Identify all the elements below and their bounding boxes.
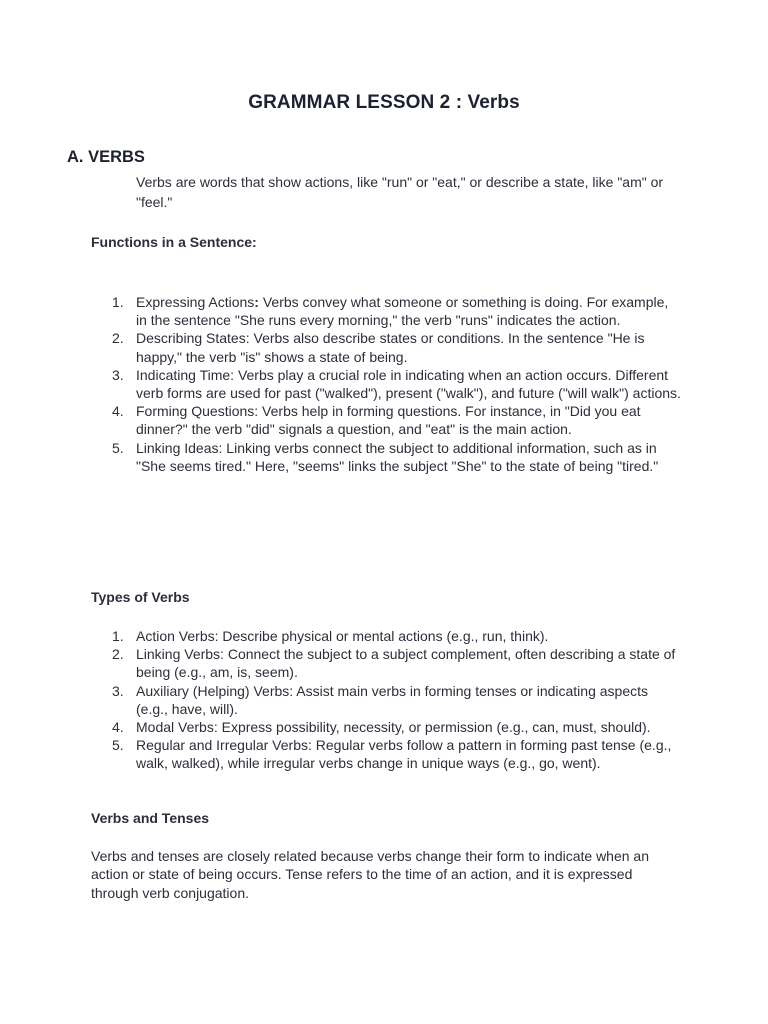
list-item xyxy=(112,329,681,365)
list-item-separator: : xyxy=(245,330,250,347)
list-item-label: Indicating Time xyxy=(136,366,231,383)
list-item xyxy=(112,718,681,736)
list-item xyxy=(112,736,681,772)
verbs-definition: Verbs are words that show actions, like "run" or "eat," or describe a state, like "am" or "feel." xyxy=(136,174,664,210)
list-number: 4. xyxy=(112,719,124,736)
list-item-separator: : xyxy=(254,403,259,420)
list-item xyxy=(112,682,681,718)
list-item-text: Regular and Irregular Verbs: Regular verbs follow a pattern in forming past tense (e.g., walk, walked), while irregular verbs change in unique ways (e.g., go, went). xyxy=(136,737,672,772)
functions-list xyxy=(112,293,681,475)
list-number: 2. xyxy=(112,330,124,347)
list-item-label: Expressing Actions xyxy=(136,294,255,310)
tenses-paragraph: Verbs and tenses are closely related because verbs change their form to indicate when an action or state of being occurs. Tense refers to the time of an action, and it is expressed through verb conjugation. xyxy=(91,848,649,901)
list-number: 1. xyxy=(112,628,124,644)
list-number: 4. xyxy=(112,403,124,420)
list-item-text: Verbs also describe states or conditions. In the sentence "He is happy," the verb "is" shows a state of being. xyxy=(136,330,645,365)
list-item xyxy=(112,402,681,438)
list-item xyxy=(112,366,681,402)
list-number: 5. xyxy=(112,439,124,456)
list-item xyxy=(112,645,681,681)
list-item-separator: : xyxy=(230,366,235,383)
list-item-text: Linking verbs connect the subject to additional information, such as in "She seems tired." Here, "seems" links the subject "She" to the state of being "tired." xyxy=(136,439,659,474)
section-heading-verbs: A. VERBS xyxy=(67,148,145,166)
list-item-text: Verbs help in forming questions. For instance, in "Did you eat dinner?" the verb "did" signals a question, and "eat" is the main action. xyxy=(136,403,641,438)
functions-heading: Functions in a Sentence: xyxy=(91,234,257,250)
list-number: 5. xyxy=(112,737,124,754)
list-item-label: Forming Questions xyxy=(136,403,255,420)
list-item xyxy=(112,439,681,475)
page-title: GRAMMAR LESSON 2 : Verbs xyxy=(248,92,520,113)
list-item-text: Linking Verbs: Connect the subject to a subject complement, often describing a state of being (e.g., am, is, seem). xyxy=(136,646,676,681)
list-number: 1. xyxy=(112,294,124,310)
types-list xyxy=(112,627,681,773)
list-number: 2. xyxy=(112,646,124,663)
list-item xyxy=(112,293,681,329)
list-item-text: Modal Verbs: Express possibility, necessity, or permission (e.g., can, must, should). xyxy=(136,719,651,736)
list-item-separator: : xyxy=(218,439,223,456)
list-item-text: Verbs play a crucial role in indicating when an action occurs. Different verb forms are used for past ("walked"), present ("walk"), and future ("will walk") actions. xyxy=(136,366,681,402)
list-item-separator: : xyxy=(254,294,259,310)
list-item-text: Auxiliary (Helping) Verbs: Assist main verbs in forming tenses or indicating aspects (e.g., have, will). xyxy=(136,682,648,717)
tenses-heading: Verbs and Tenses xyxy=(91,810,210,826)
list-item-text: Verbs convey what someone or something is doing. For example, in the sentence "She runs every morning," the verb "runs" indicates the action. xyxy=(136,294,669,329)
list-item xyxy=(112,627,681,645)
list-number: 3. xyxy=(112,682,124,699)
list-item-text: Action Verbs: Describe physical or mental actions (e.g., run, think). xyxy=(136,628,549,644)
list-number: 3. xyxy=(112,366,124,383)
list-item-label: Linking Ideas xyxy=(136,439,219,456)
types-heading: Types of Verbs xyxy=(91,589,190,605)
list-item-label: Describing States xyxy=(136,330,246,347)
